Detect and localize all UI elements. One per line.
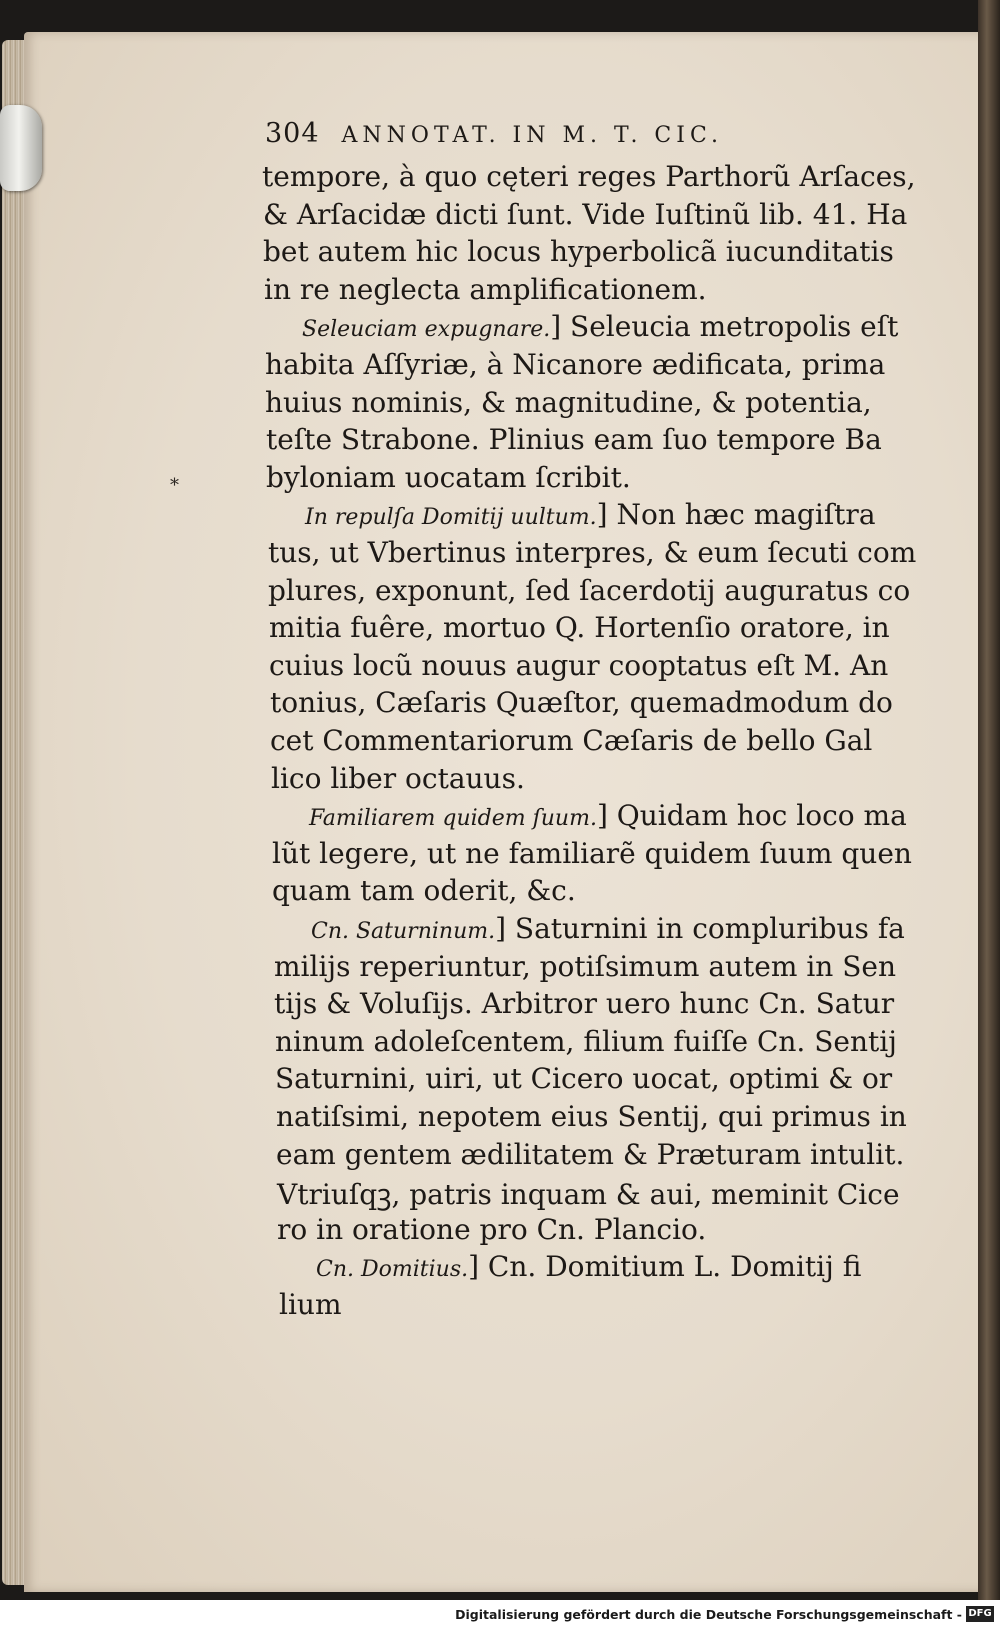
line-text: plures, exponunt, ſed ſacerdotij auguratus co [268,573,911,607]
running-head-title: ANNOTAT. IN M. T. CIC. [341,123,723,148]
text-line [305,498,876,531]
line-text: byloniam uocatam ſcribit. [266,460,631,494]
line-text: ninum adoleſcentem, filium fuiſſe Cn. Sentij [275,1024,897,1058]
text-line [265,386,872,419]
line-text: mitia fuêre, mortuo Q. Hortenſio oratore, in [269,611,890,645]
text-line [276,1138,904,1171]
text-line [272,837,912,870]
text-line [265,348,885,381]
line-text: huius nominis, & magnitudine, & potentia, [265,385,872,419]
lemma: Familiarem quidem ſuum. [309,806,597,832]
text-line [302,310,898,343]
line-text: eam gentem ædilitatem & Præturam intulit. [276,1137,905,1171]
binding-shadow [978,0,1000,1600]
margin-mark: * [170,475,179,496]
line-text: ] Seleucia metropolis eſt [550,310,899,344]
text-line [262,160,916,193]
line-text: tus, ut Vbertinus interpres, & eum ſecuti com [268,536,917,569]
line-text: teſte Strabone. Plinius eam ſuo tempore Ba [266,423,882,457]
line-text: ] Saturnini in compluribus fa [495,912,905,945]
line-text: tonius, Cæſaris Quæſtor, quemadmodum do [270,686,893,720]
line-text: tijs & Voluſijs. Arbitror uero hunc Cn. Satur [274,987,895,1021]
text-line [274,987,894,1020]
line-text: & Arſacidæ dicti ſunt. Vide Iuſtinũ lib. 41. Ha [263,197,908,231]
line-text: bet autem hic locus hyperbolicã iucunditatis [263,235,894,269]
text-line [266,461,631,494]
text-line [277,1175,900,1213]
line-text: lico liber octauus. [271,761,525,795]
text-line [279,1288,342,1321]
line-text: in re neglecta amplificationem. [264,272,707,306]
text-line [266,423,882,456]
text-line [309,799,907,832]
footer-bar [0,1600,1000,1632]
line-text: Vtriuſqꝫ, patris inquam & aui, meminit Cice [277,1178,900,1212]
line-text: quam tam oderit, &c. [272,874,576,908]
text-line [268,574,910,607]
text-line [271,762,525,795]
text-line [269,649,888,682]
running-head [265,118,723,149]
line-text: milijs reperiuntur, potiſsimum autem in Sen [274,949,897,983]
line-text: ] Quidam hoc loco ma [596,799,907,833]
text-line [276,1100,907,1133]
line-text: lium [279,1288,342,1321]
line-text: habita Aſſyriæ, à Nicanore ædificata, prima [265,348,886,381]
text-line [316,1250,861,1283]
line-text: cet Commentariorum Cæſaris de bello Gal [270,724,873,757]
text-line [270,724,872,757]
text-line [263,198,907,231]
text-line [270,686,893,719]
page-number: 304 [265,118,320,149]
line-text: lũt legere, ut ne familiarẽ quidem ſuum quen [272,836,912,870]
line-text: ] Cn. Domitium L. Domitij fi [468,1250,862,1284]
text-line [277,1213,706,1246]
text-line [268,536,916,569]
line-text: Saturnini, uiri, ut Cicero uocat, optimi & or [275,1062,893,1096]
text-line [311,912,905,945]
text-line [274,950,896,983]
text-line [263,235,894,268]
text-line [269,611,890,644]
lemma: Cn. Domitius. [316,1257,469,1283]
book-clip [0,105,42,191]
lemma: In repulſa Domitij uultum. [305,505,597,531]
lemma: Seleuciam expugnare. [302,317,551,343]
line-text: tempore, à quo cęteri reges Parthorũ Arſaces, [262,160,916,193]
text-line [275,1025,897,1058]
line-text: ro in oratione pro Cn. Plancio. [277,1212,707,1246]
line-text: natiſsimi, nepotem eius Sentij, qui primus in [276,1100,907,1133]
footer-credit: Digitalisierung gefördert durch die Deutsche Forschungsgemeinschaft - [455,1607,962,1622]
text-line [272,874,576,907]
line-text: ] Non hæc magiſtra [596,498,876,532]
text-line [264,273,707,306]
lemma: Cn. Saturninum. [311,919,496,944]
line-text: cuius locũ nouus augur cooptatus eſt M. An [269,648,889,682]
dfg-logo: DFG [966,1606,994,1622]
text-line [275,1062,892,1095]
